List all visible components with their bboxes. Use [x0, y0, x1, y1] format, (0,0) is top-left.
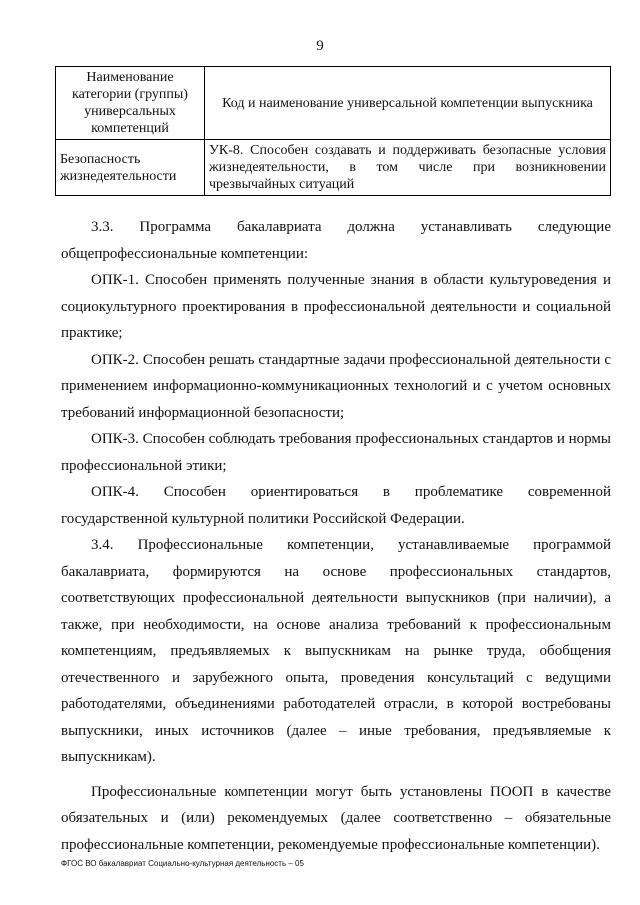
body-text [61, 214, 611, 858]
paragraph-professional: Профессиональные компетенции могут быть установлены ПООП в качестве обязательных и (или) рекомендуемых (далее соответственно – обязательные профессиональные компетенции, рекомендуемые профессиональные компетенции). [61, 783, 611, 853]
paragraph-3-3: 3.3. Программа бакалавриата должна устанавливать следующие общепрофессиональные компетенции: [61, 219, 611, 262]
header-category-cell: Наименование категории (группы) универсальных компетенций [56, 67, 205, 140]
category-cell: Безопасность жизнедеятельности [56, 140, 205, 196]
table-row [56, 140, 611, 196]
paragraph-opk-2: ОПК-2. Способен решать стандартные задачи профессиональной деятельности с применением информационно-коммуникационных технологий и с учетом основных требований информационной безопасности; [61, 351, 611, 421]
paragraph-opk-3: ОПК-3. Способен соблюдать требования профессиональных стандартов и нормы профессиональной этики; [61, 431, 611, 474]
table-header-row [56, 67, 611, 140]
paragraph-3-4: 3.4. Профессиональные компетенции, устанавливаемые программой бакалавриата, формируются на основе профессиональных стандартов, соответствующих профессиональной деятельности выпускников (при наличии), а также, при необходимости, на основе анализа требований к профессиональным компетенциям, предъявляемых к выпускникам на рынке труда, обобщения отечественного и зарубежного опыта, проведения консультаций с ведущими работодателями, объединениями работодателей отрасли, в которой востребованы выпускники, иных источников (далее – иные требования, предъявляемые к выпускникам). [61, 537, 611, 765]
paragraph-opk-1: ОПК-1. Способен применять полученные знания в области культуроведения и социокультурного проектирования в профессиональной деятельности и социальной практике; [61, 272, 611, 341]
competency-table [55, 66, 611, 196]
paragraph-opk-4: ОПК-4. Способен ориентироваться в проблематике современной государственной культурной политики Российской Федерации. [61, 484, 611, 527]
header-code-cell: Код и наименование универсальной компетенции выпускника [205, 67, 611, 140]
page-number: 9 [316, 38, 324, 54]
competency-cell: УК-8. Способен создавать и поддерживать безопасные условия жизнедеятельности, в том числе при возникновении чрезвычайных ситуаций [205, 140, 611, 196]
footer: ФГОС ВО бакалавриат Социально-культурная деятельность – 05 [61, 859, 304, 868]
